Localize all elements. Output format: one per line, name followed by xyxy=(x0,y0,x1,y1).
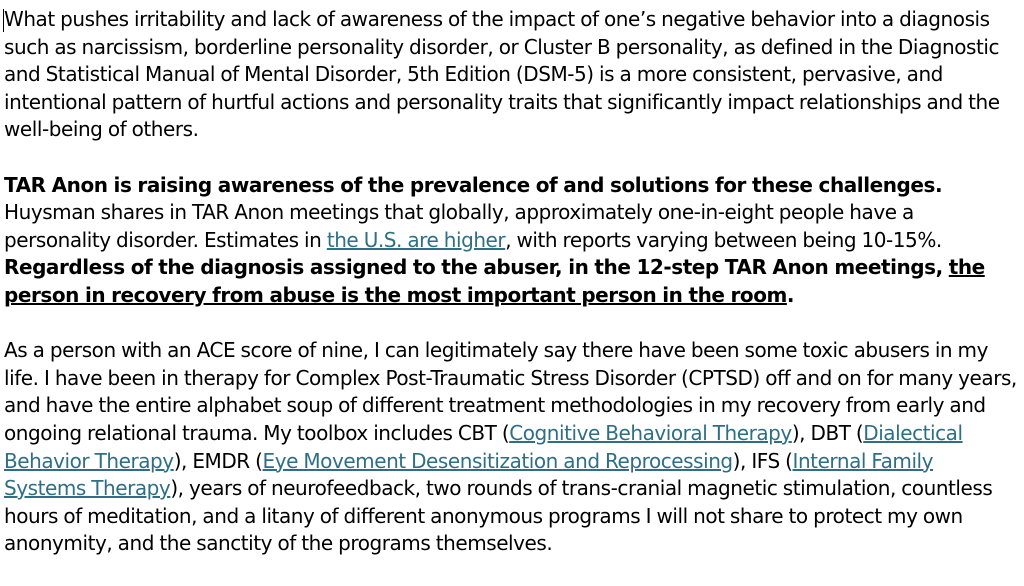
bold-period: . xyxy=(786,282,795,307)
bold-lead-sentence: TAR Anon is raising awareness of the prevalence of and solutions for these challenges. xyxy=(4,172,943,197)
paragraph-tar-anon xyxy=(4,172,1020,310)
link-emdr[interactable]: Eye Movement Desensitization and Reprocessing xyxy=(262,448,733,473)
bold-underlined-phrase: the person in recovery from abuse is the most important person in the room xyxy=(4,255,985,307)
document-body[interactable] xyxy=(4,6,1020,558)
link-us-higher[interactable]: the U.S. are higher xyxy=(326,227,506,252)
paragraph-text: ), IFS ( xyxy=(732,448,793,473)
bold-sentence: Regardless of the diagnosis assigned to the abuser, in the 12-step TAR Anon meetings, xyxy=(4,255,949,280)
paragraph-text: ), EMDR ( xyxy=(173,448,263,473)
paragraph-text: ), years of neurofeedback, two rounds of trans-cranial magnetic stimulation, countless hours of meditation, and a litany of different anonymous programs I will not share to protect my own anonymity, and the sanctity of the programs themselves. xyxy=(4,476,993,556)
paragraph-toolbox xyxy=(4,337,1020,558)
paragraph-text: , with reports varying between being 10-15%. xyxy=(505,227,942,252)
link-dialectical-behavior-therapy[interactable]: Dialectical Behavior Therapy xyxy=(4,420,963,473)
paragraph-text: As a person with an ACE score of nine, I can legitimately say there have been some toxic abusers in my life. I have been in therapy for Complex Post-Traumatic Stress Disorder (CPTSD) off and on for many years, and have the entire alphabet soup of different treatment methodologies in my recovery from early and ongoing relational trauma. My toolbox includes CBT ( xyxy=(4,338,1017,445)
paragraph-dsm-definition xyxy=(4,6,1020,144)
paragraph-text: ), DBT ( xyxy=(791,420,864,445)
link-internal-family-systems-therapy[interactable]: Internal Family Systems Therapy xyxy=(4,448,934,501)
link-cognitive-behavioral-therapy[interactable]: Cognitive Behavioral Therapy xyxy=(509,420,792,445)
paragraph-text: What pushes irritability and lack of awareness of the impact of one’s negative behavior into a diagnosis such as narcissism, borderline personality disorder, or Cluster B personality, as defined in the Diagnostic and Statistical Manual of Mental Disorder, 5th Edition (DSM-5) is a more consistent, pervasive, and intentional pattern of hurtful actions and personality traits that significantly impact relationships and the well-being of others. xyxy=(4,7,1000,142)
paragraph-text: Huysman shares in TAR Anon meetings that globally, approximately one-in-eight people have a personality disorder. Estimates in xyxy=(4,200,914,252)
